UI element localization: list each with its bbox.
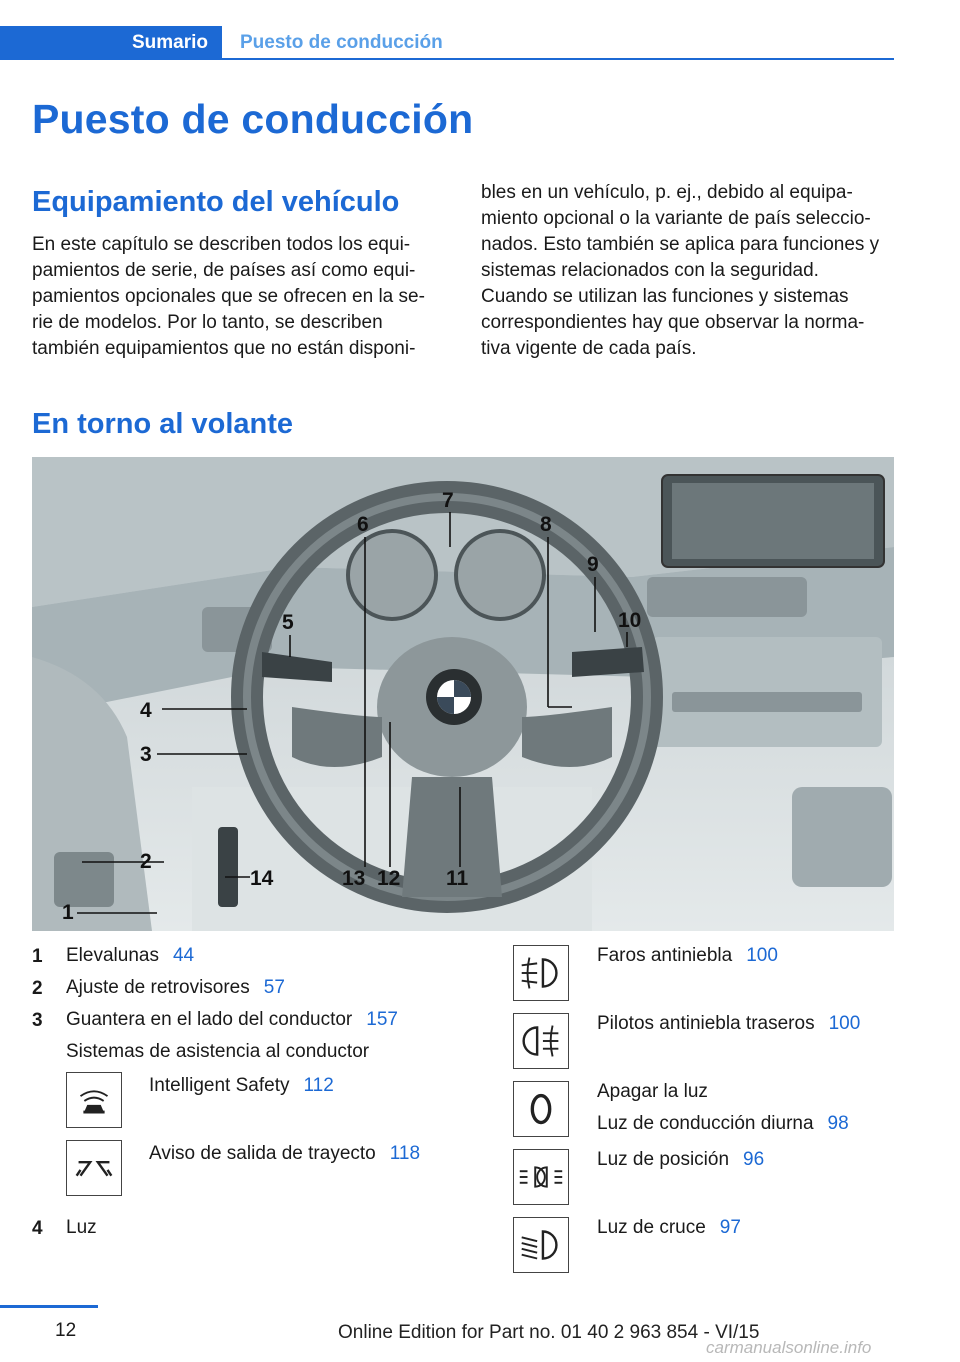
assist-item-intelligent-safety (149, 1074, 334, 1098)
legend-label: Ajuste de retrovisores (66, 977, 250, 998)
legend-item-3 (66, 1008, 398, 1032)
legend-item-fog-rear (597, 1012, 860, 1036)
intro-text-left (32, 232, 452, 362)
intelligent-safety-icon (66, 1072, 122, 1128)
legend-num-1: 1 (32, 946, 43, 967)
callout-14: 14 (250, 867, 274, 890)
front-fog-light-icon (513, 945, 569, 1001)
tab-sumario[interactable]: Sumario (0, 26, 222, 60)
callout-9: 9 (587, 553, 599, 576)
lights-off-icon (513, 1081, 569, 1137)
page-ref-link[interactable]: 96 (743, 1149, 765, 1170)
legend-label: Intelligent Safety (149, 1075, 290, 1096)
legend-label: Luz de cruce (597, 1217, 706, 1238)
parking-light-icon (513, 1149, 569, 1205)
legend-item-1 (66, 944, 194, 968)
callout-8: 8 (540, 513, 552, 536)
footer-accent-line (0, 1305, 98, 1308)
page-ref-link[interactable]: 157 (366, 1009, 398, 1030)
section-heading-equipamiento: Equipamiento del vehículo (32, 186, 400, 218)
callout-12: 12 (377, 867, 401, 890)
online-edition-text: Online Edition for Part no. 01 40 2 963 854 - VI/15 (338, 1322, 760, 1343)
legend-label: Aviso de salida de trayecto (149, 1143, 376, 1164)
legend-num-4: 4 (32, 1218, 43, 1239)
legend-item-fog-front (597, 944, 778, 968)
page-number: 12 (55, 1320, 77, 1341)
text-line: sistemas relacionados con la seguridad. (481, 260, 819, 281)
callout-10: 10 (618, 609, 642, 632)
text-line: nados. Esto también se aplica para funciones y (481, 234, 880, 255)
callout-6: 6 (357, 513, 369, 536)
text-line: miento opcional o la variante de país seleccio- (481, 208, 871, 229)
text-line: pamientos de serie, de países así como equi- (32, 260, 416, 281)
page-ref-link[interactable]: 100 (828, 1013, 861, 1034)
text-line: En este capítulo se describen todos los equi- (32, 234, 411, 255)
low-beam-icon (513, 1217, 569, 1273)
text-line: pamientos opcionales que se ofrecen en la se- (32, 286, 425, 307)
callout-13: 13 (342, 867, 366, 890)
callout-4: 4 (140, 699, 152, 722)
legend-num-2: 2 (32, 978, 43, 999)
legend-item-low-beam (597, 1216, 741, 1240)
page-title: Puesto de conducción (32, 96, 474, 142)
legend-num-3: 3 (32, 1010, 43, 1031)
legend-label: Luz de conducción diurna (597, 1113, 814, 1134)
lane-departure-icon (66, 1140, 122, 1196)
page-ref-link[interactable]: 44 (172, 945, 195, 966)
legend-item-lights-off: Apagar la luz (597, 1081, 708, 1102)
text-line: correspondientes hay que observar la norma- (481, 312, 865, 333)
page-ref-link[interactable]: 98 (827, 1113, 849, 1134)
cockpit-drawing (32, 457, 894, 931)
text-line: Cuando se utilizan las funciones y sistemas (481, 286, 849, 307)
page-ref-link[interactable]: 57 (263, 977, 285, 998)
text-line: rie de modelos. Por lo tanto, se describen (32, 312, 383, 333)
callout-5: 5 (282, 611, 294, 634)
legend-label: Luz de posición (597, 1149, 730, 1170)
assist-systems-label: Sistemas de asistencia al conductor (66, 1041, 370, 1062)
header-divider (222, 58, 894, 60)
legend-label: Guantera en el lado del conductor (66, 1009, 353, 1030)
legend-label: Pilotos antiniebla traseros (597, 1013, 815, 1034)
cockpit-illustration (32, 457, 894, 931)
page-ref-link[interactable]: 97 (719, 1217, 741, 1238)
legend-item-parking (597, 1148, 764, 1172)
callout-3: 3 (140, 743, 152, 766)
header-bar (0, 26, 894, 60)
legend-label: Elevalunas (66, 945, 159, 966)
callout-11: 11 (446, 867, 469, 890)
rear-fog-light-icon (513, 1013, 569, 1069)
page-ref-link[interactable]: 118 (389, 1143, 421, 1164)
tab-puesto-de-conduccion[interactable]: Puesto de conducción (240, 32, 443, 53)
text-line: también equipamientos que no están disponi- (32, 338, 416, 359)
legend-item-2 (66, 976, 285, 1000)
page-ref-link[interactable]: 112 (303, 1075, 334, 1096)
assist-item-lane-departure (149, 1142, 420, 1166)
text-line: bles en un vehículo, p. ej., debido al equipa- (481, 182, 853, 203)
section-heading-volante: En torno al volante (32, 408, 294, 440)
watermark: carmanualsonline.info (706, 1338, 872, 1357)
callout-1: 1 (62, 901, 74, 924)
page-ref-link[interactable]: 100 (746, 945, 778, 966)
text-line: tiva vigente de cada país. (481, 338, 697, 359)
intro-text-right (481, 180, 901, 362)
legend-item-4: Luz (66, 1217, 97, 1238)
legend-label: Faros antiniebla (597, 945, 733, 966)
callout-2: 2 (140, 850, 152, 873)
legend-item-daytime-lights (597, 1112, 849, 1136)
callout-7: 7 (442, 489, 454, 512)
